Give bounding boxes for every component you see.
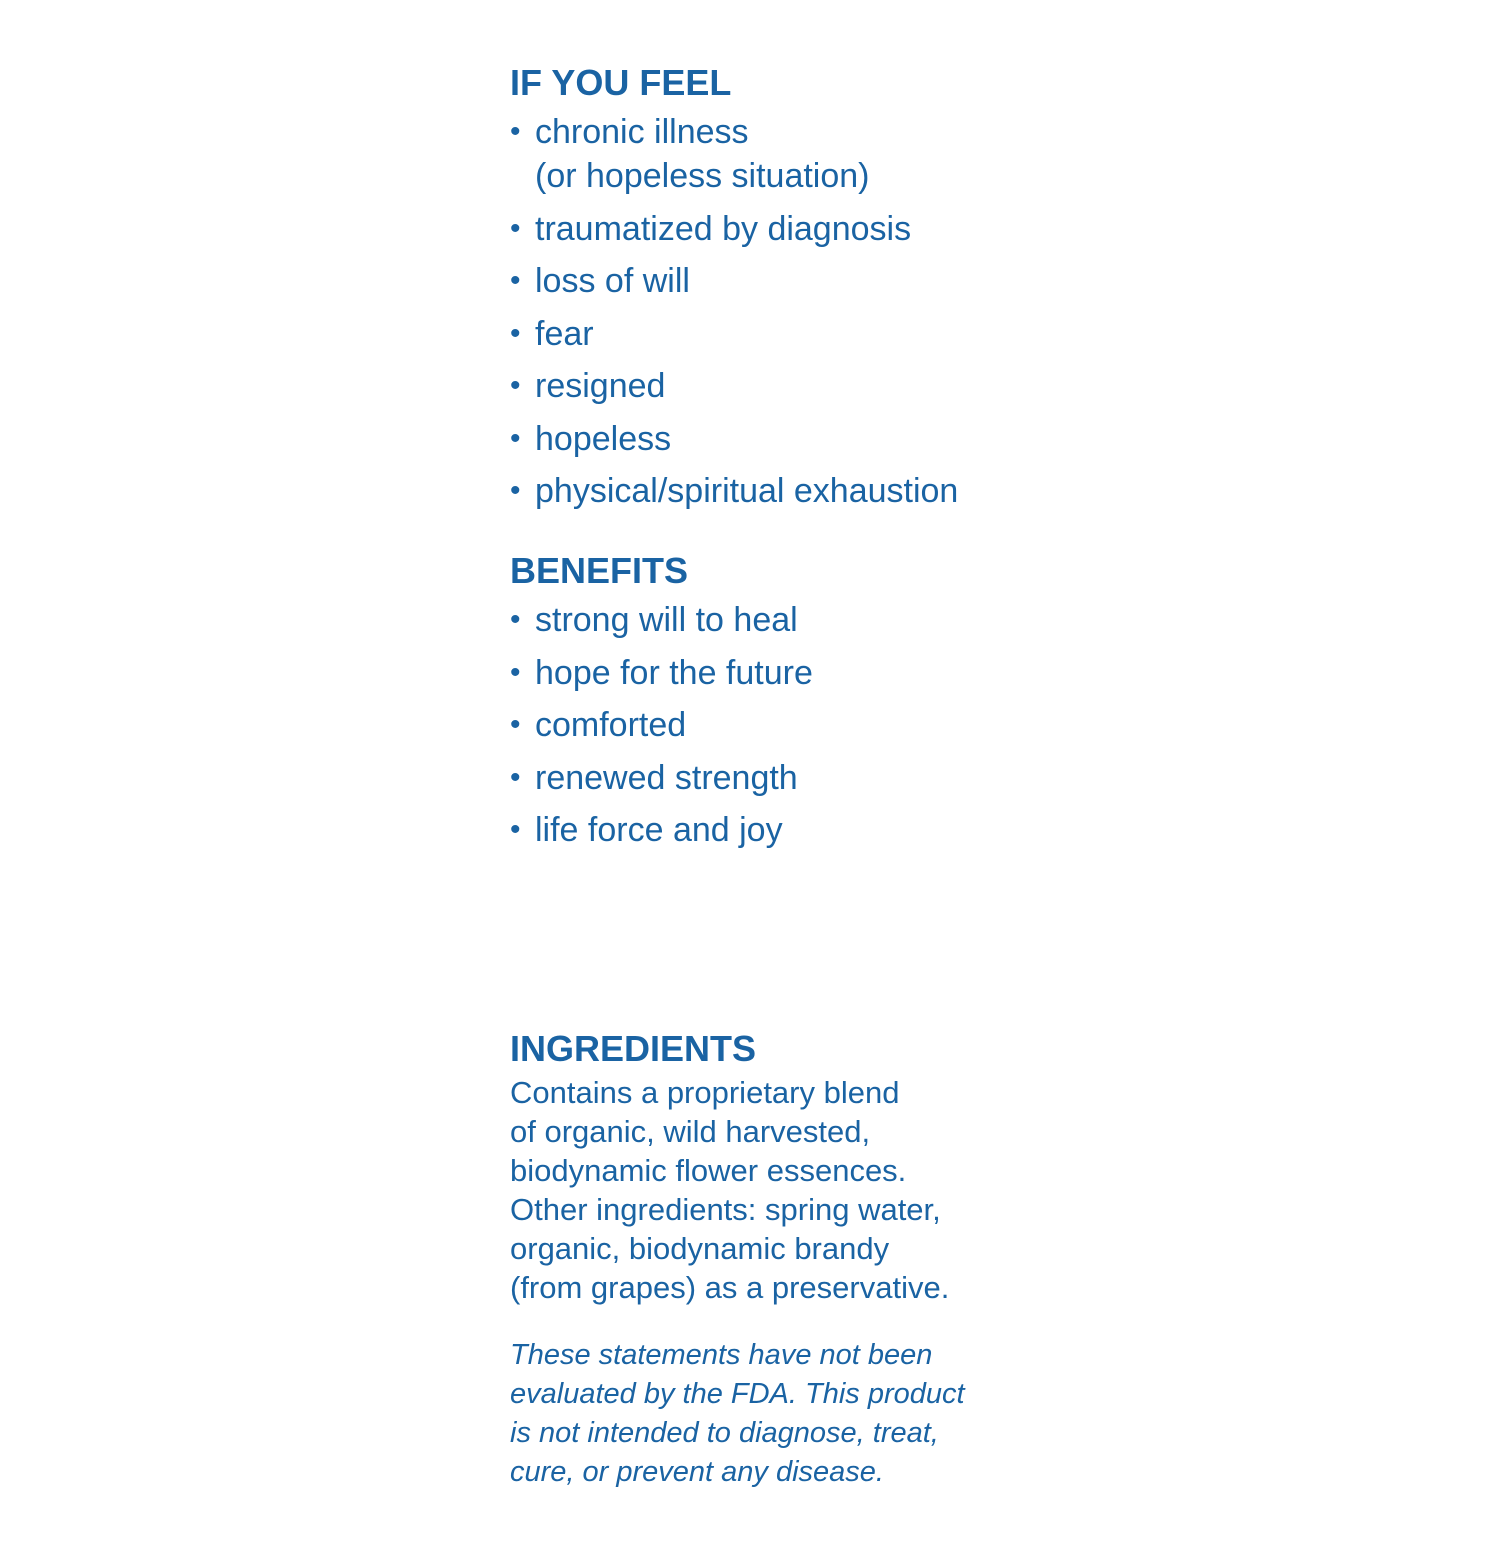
ingredients-line: biodynamic flower essences. — [510, 1153, 907, 1188]
if-you-feel-heading: IF YOU FEEL — [510, 62, 732, 103]
bullet-icon: • — [510, 708, 521, 741]
ingredients-line: of organic, wild harvested, — [510, 1114, 871, 1149]
list-item-label: hopeless — [535, 419, 672, 458]
list-item-label: chronic illness — [535, 113, 749, 151]
ingredients-line: (from grapes) as a preservative. — [510, 1270, 950, 1305]
list-item-label: comforted — [535, 706, 687, 744]
disclaimer-line: cure, or prevent any disease. — [510, 1456, 884, 1488]
list-item — [510, 259, 1210, 303]
benefits-list — [510, 598, 1210, 852]
ingredients-line: Other ingredients: spring water, — [510, 1192, 941, 1227]
bullet-icon: • — [510, 655, 521, 689]
bullet-icon: • — [510, 603, 521, 636]
bullet-icon: • — [510, 421, 521, 455]
list-item-label: loss of will — [535, 262, 690, 300]
list-item — [510, 417, 1210, 461]
disclaimer-line: is not intended to diagnose, treat, — [510, 1417, 939, 1449]
if-you-feel-list — [510, 110, 1210, 513]
ingredients-section — [510, 1029, 1210, 1492]
fda-disclaimer — [510, 1336, 1210, 1492]
disclaimer-line: These statements have not been — [510, 1339, 933, 1371]
ingredients-line: organic, biodynamic brandy — [510, 1231, 890, 1266]
list-item — [510, 110, 1210, 198]
bullet-icon: • — [510, 115, 521, 148]
bullet-icon: • — [510, 813, 521, 846]
ingredients-heading: INGREDIENTS — [510, 1028, 757, 1069]
list-item — [510, 364, 1210, 408]
list-item-label: resigned — [535, 367, 666, 405]
bullet-icon: • — [510, 760, 521, 794]
list-item-label: hope for the future — [535, 653, 813, 692]
bullet-icon: • — [510, 264, 521, 297]
bullet-icon: • — [510, 474, 521, 507]
list-item — [510, 651, 1210, 695]
list-item — [510, 808, 1210, 852]
list-item-sublabel: (or hopeless situation) — [535, 157, 870, 195]
list-item — [510, 703, 1210, 747]
list-item-label: physical/spiritual exhaustion — [535, 472, 959, 510]
bullet-icon: • — [510, 316, 521, 350]
list-item-label: fear — [535, 314, 594, 353]
list-item — [510, 312, 1210, 356]
list-item-label: traumatized by diagnosis — [535, 209, 912, 248]
benefits-heading: BENEFITS — [510, 550, 689, 591]
list-item — [510, 207, 1210, 251]
bullet-icon: • — [510, 369, 521, 402]
ingredients-line: Contains a proprietary blend — [510, 1075, 900, 1110]
bullet-icon: • — [510, 211, 521, 245]
list-item — [510, 756, 1210, 800]
list-item — [510, 598, 1210, 642]
list-item-label: renewed strength — [535, 758, 798, 797]
disclaimer-line: evaluated by the FDA. This product — [510, 1378, 965, 1410]
benefits-section — [510, 551, 1210, 861]
ingredients-text — [510, 1073, 1210, 1307]
list-item — [510, 469, 1210, 513]
list-item-label: life force and joy — [535, 811, 783, 849]
if-you-feel-section — [510, 63, 1210, 522]
list-item-label: strong will to heal — [535, 601, 798, 639]
